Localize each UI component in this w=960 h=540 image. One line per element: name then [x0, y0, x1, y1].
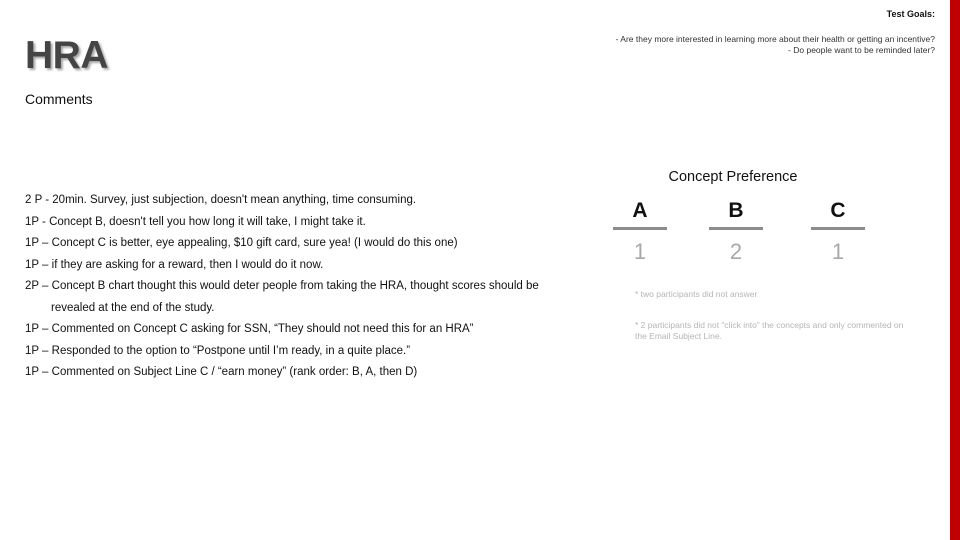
comment-item — [25, 190, 585, 212]
comment-text: 1P - Concept B, doesn't tell you how long it will take, I might take it. — [25, 215, 366, 228]
comment-item — [25, 276, 585, 319]
comment-text: 1P – Responded to the option to “Postpone until I’m ready, in a quite place.” — [25, 344, 411, 357]
slide-subtitle: Comments — [25, 91, 93, 107]
concept-count: 1 — [831, 239, 845, 264]
concept-b — [709, 196, 763, 264]
comment-text: 1P – Commented on Subject Line C / “earn money” (rank order: B, A, then D) — [25, 366, 418, 378]
concept-count: 1 — [633, 239, 647, 264]
concept-divider — [811, 227, 865, 230]
test-goal-item: - Are they more interested in learning more about their health or getting an incentive? — [615, 34, 935, 44]
preference-note: * 2 participants did not “click into” the concepts and only commented on the Email Subject Line. — [635, 320, 904, 341]
preference-note: * two participants did not answer — [635, 289, 758, 299]
comment-text: 1P – if they are asking for a reward, then I would do it now. — [25, 258, 324, 271]
comment-text: 2P – Concept B chart thought this would deter people from taking the HRA, thought scores should be — [25, 280, 539, 292]
comment-text: 2 P - 20min. Survey, just subjection, doesn't mean anything, time consuming. — [25, 194, 417, 206]
concept-divider — [613, 227, 667, 230]
concept-c — [811, 196, 865, 264]
accent-bar — [950, 0, 960, 540]
slide-title: HRA — [25, 34, 108, 77]
test-goal-item: - Do people want to be reminded later? — [788, 45, 935, 55]
concept-count: 2 — [729, 239, 743, 264]
comment-item — [25, 341, 585, 363]
test-goals — [616, 34, 935, 56]
comment-item — [25, 255, 585, 277]
concept-preference-title: Concept Preference — [668, 169, 798, 185]
comment-item — [25, 233, 585, 255]
comment-text: 1P – Commented on Concept C asking for SSN, “They should not need this for an HRA” — [25, 323, 474, 335]
comment-item — [25, 319, 585, 341]
concept-letter: C — [830, 199, 846, 222]
comment-continuation: revealed at the end of the study. — [51, 301, 215, 314]
test-goals-heading: Test Goals: — [886, 9, 935, 19]
concept-a — [613, 196, 667, 264]
concept-letter: A — [632, 199, 648, 222]
concept-divider — [709, 227, 763, 230]
concept-letter: B — [728, 199, 744, 222]
comment-item — [25, 212, 585, 234]
comment-item — [25, 362, 585, 384]
comment-text: 1P – Concept C is better, eye appealing, $10 gift card, sure yea! (I would do this one) — [25, 237, 458, 249]
comments-list — [25, 190, 585, 384]
